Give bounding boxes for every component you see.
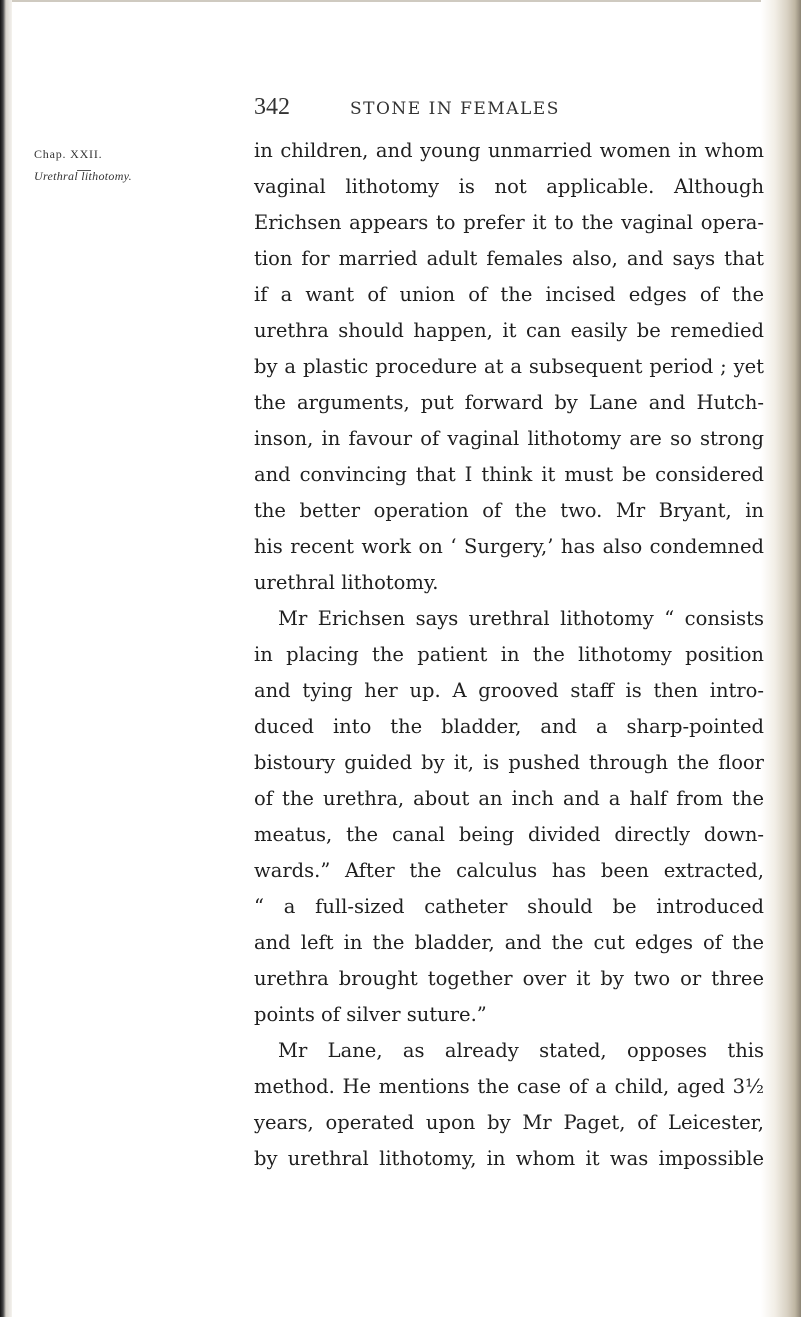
chapter-label: Chap. XXII. xyxy=(34,147,103,161)
text-line: Erichsen appears to prefer it to the vaginal opera- xyxy=(254,211,764,234)
text-line: years, operated upon by Mr Paget, of Leicester, xyxy=(254,1111,764,1134)
text-line: by a plastic procedure at a subsequent period ; yet xyxy=(254,355,764,378)
section-label: Urethral lithotomy. xyxy=(34,169,132,183)
page-number: 342 xyxy=(254,94,290,120)
text-line: bistoury guided by it, is pushed through the floor xyxy=(254,751,764,774)
text-line: his recent work on ‘ Surgery,’ has also condemned xyxy=(254,535,764,558)
text-line: and convincing that I think it must be considered xyxy=(254,463,764,486)
text-line: wards.” After the calculus has been extracted, xyxy=(254,859,764,882)
text-line: of the urethra, about an inch and a half from the xyxy=(254,787,764,810)
page-left-edge xyxy=(0,0,12,1317)
text-line: urethral lithotomy. xyxy=(254,571,439,594)
text-line: duced into the bladder, and a sharp-pointed xyxy=(254,715,764,738)
text-line: “ a full-sized catheter should be introduced xyxy=(254,895,764,918)
text-line: by urethral lithotomy, in whom it was impossible xyxy=(254,1147,764,1170)
running-head: STONE IN FEMALES xyxy=(350,99,560,119)
text-line: in placing the patient in the lithotomy position xyxy=(254,643,764,666)
page-top-edge xyxy=(12,0,761,2)
text-line: meatus, the canal being divided directly down- xyxy=(254,823,764,846)
page-binding-shadow xyxy=(761,0,801,1317)
text-line: vaginal lithotomy is not applicable. Although xyxy=(254,175,764,198)
text-line: the arguments, put forward by Lane and Hutch- xyxy=(254,391,764,414)
text-line: urethra brought together over it by two or three xyxy=(254,967,764,990)
text-line: tion for married adult females also, and says that xyxy=(254,247,764,270)
text-line: and left in the bladder, and the cut edges of the xyxy=(254,931,764,954)
text-line: Mr Erichsen says urethral lithotomy “ consists xyxy=(278,607,764,630)
text-line: Mr Lane, as already stated, opposes this xyxy=(278,1039,764,1062)
text-line: if a want of union of the incised edges of the xyxy=(254,283,764,306)
text-line: and tying her up. A grooved staff is then intro- xyxy=(254,679,764,702)
text-line: the better operation of the two. Mr Bryant, in xyxy=(254,499,764,522)
text-line: urethra should happen, it can easily be remedied xyxy=(254,319,764,342)
body-text xyxy=(254,133,764,1177)
text-line: points of silver suture.” xyxy=(254,1003,487,1026)
text-line: inson, in favour of vaginal lithotomy are so strong xyxy=(254,427,764,450)
text-line: method. He mentions the case of a child, aged 3½ xyxy=(254,1075,764,1098)
text-line: in children, and young unmarried women in whom xyxy=(254,139,764,162)
